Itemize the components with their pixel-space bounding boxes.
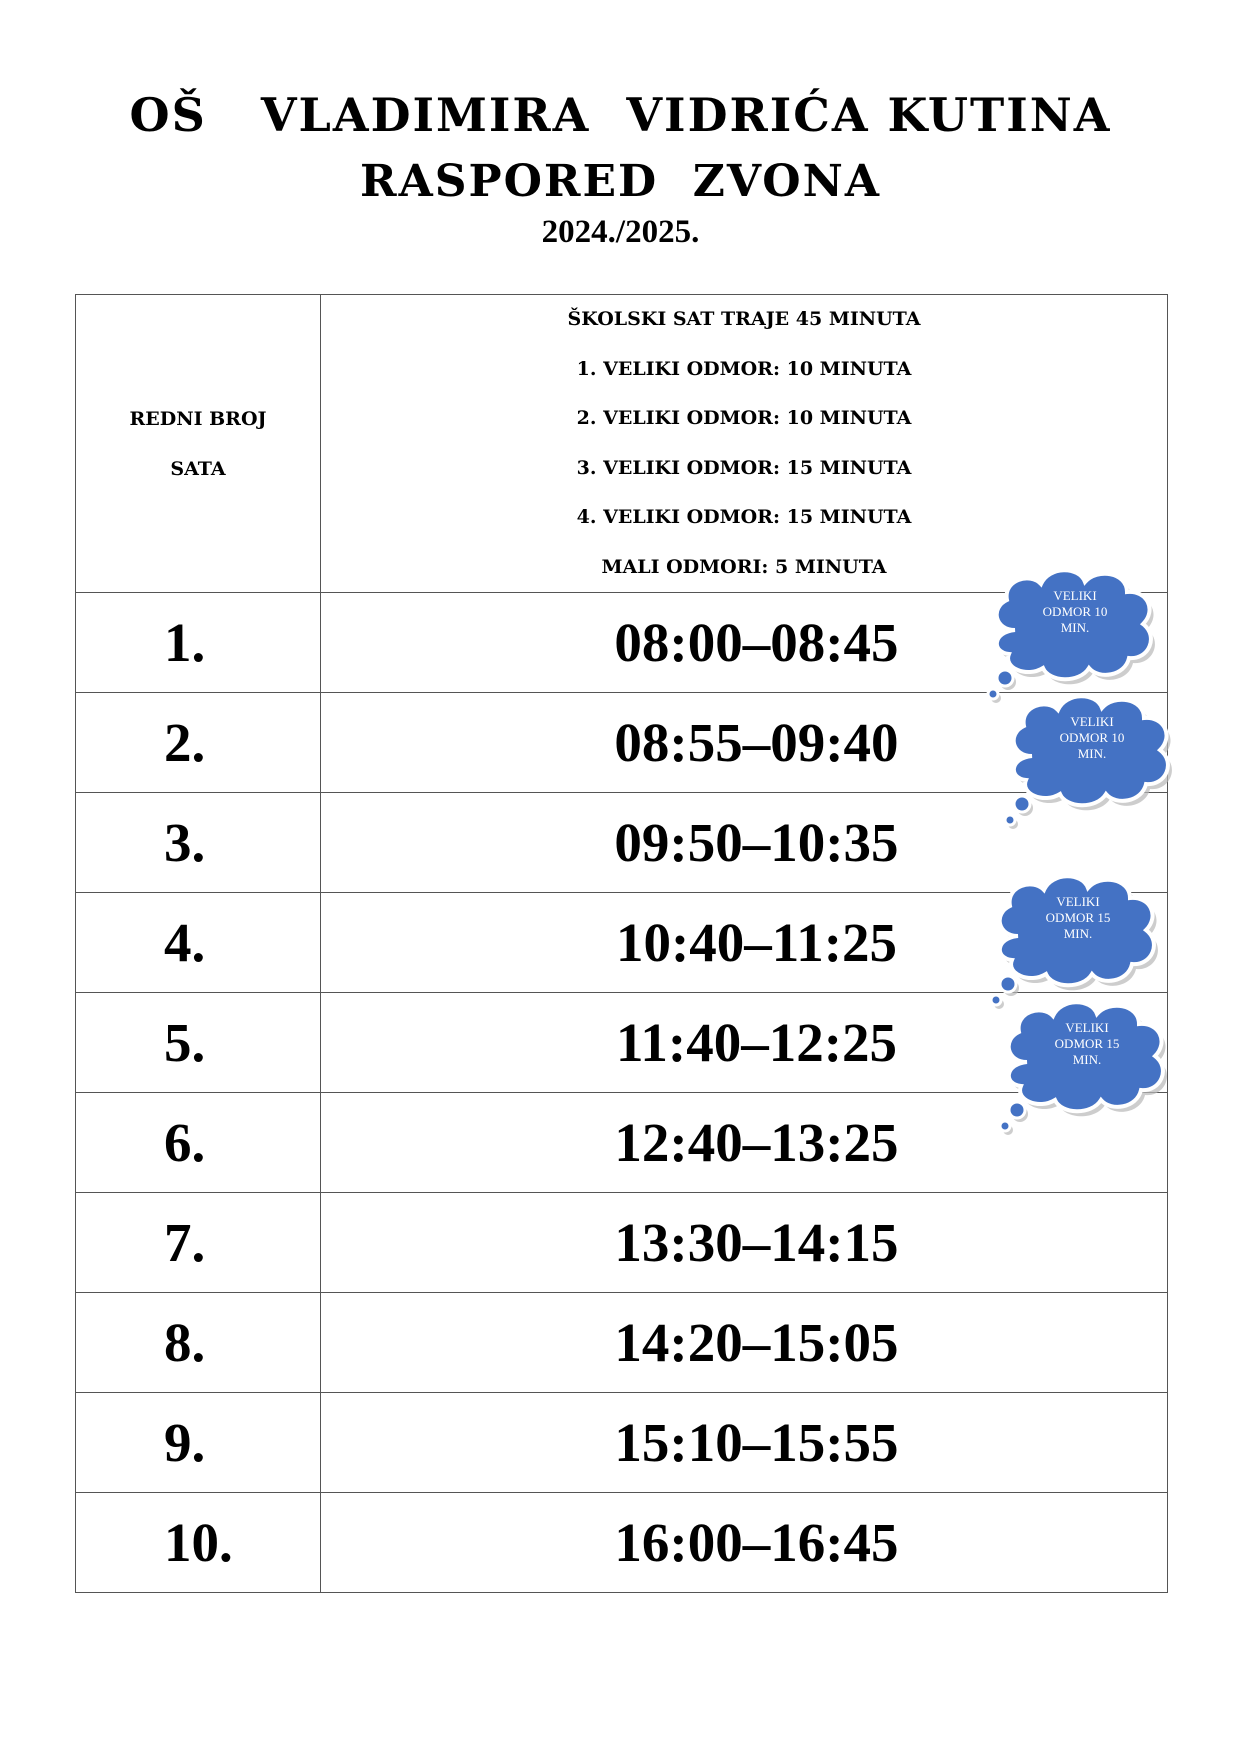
period-number: 8. xyxy=(76,1293,321,1393)
school-year: 2024./2025. xyxy=(541,214,700,250)
header-left-line: REDNI BROJ xyxy=(129,407,267,430)
header-break-1: 1. VELIKI ODMOR: 10 MINUTA xyxy=(576,357,912,380)
period-number: 10. xyxy=(76,1493,321,1593)
table-row xyxy=(76,1293,1168,1393)
period-number: 2. xyxy=(76,693,321,793)
table-header-row xyxy=(76,295,1168,593)
period-time: 14:20–15:05 xyxy=(321,1293,1168,1393)
header-durations xyxy=(321,295,1168,593)
callout-text: VELIKI ODMOR 10 MIN. xyxy=(1059,714,1125,761)
table-row xyxy=(76,1493,1168,1593)
callout-text: VELIKI ODMOR 15 MIN. xyxy=(1045,894,1111,941)
table-row xyxy=(76,1193,1168,1293)
period-number: 9. xyxy=(76,1393,321,1493)
table-row xyxy=(76,1393,1168,1493)
period-time: 10:40–11:25 xyxy=(321,893,1168,993)
period-time: 12:40–13:25 xyxy=(321,1093,1168,1193)
break-callout-cloud xyxy=(987,992,1187,1142)
header-break-3: 3. VELIKI ODMOR: 15 MINUTA xyxy=(576,456,912,479)
period-time: 16:00–16:45 xyxy=(321,1493,1168,1593)
callout-text: VELIKI ODMOR 15 MIN. xyxy=(1054,1020,1120,1067)
break-callout-cloud xyxy=(992,686,1192,836)
period-number: 4. xyxy=(76,893,321,993)
period-number: 5. xyxy=(76,993,321,1093)
period-time: 08:55–09:40 xyxy=(321,693,1168,793)
period-time: 08:00–08:45 xyxy=(321,593,1168,693)
period-number: 6. xyxy=(76,1093,321,1193)
page-title: RASPORED ZVONA xyxy=(360,156,881,207)
header-break-2: 2. VELIKI ODMOR: 10 MINUTA xyxy=(576,407,912,429)
header-period-number xyxy=(76,295,321,593)
period-time: 11:40–12:25 xyxy=(321,993,1168,1093)
period-time: 13:30–14:15 xyxy=(321,1193,1168,1293)
header-left-line: SATA xyxy=(170,457,226,480)
header-short-breaks: MALI ODMORI: 5 MINUTA xyxy=(601,555,887,578)
header-lesson-duration: ŠKOLSKI SAT TRAJE 45 MINUTA xyxy=(567,308,921,330)
period-time: 09:50–10:35 xyxy=(321,793,1168,893)
period-number: 1. xyxy=(76,593,321,693)
period-number: 7. xyxy=(76,1193,321,1293)
period-number: 3. xyxy=(76,793,321,893)
period-time: 15:10–15:55 xyxy=(321,1393,1168,1493)
callout-text: VELIKI ODMOR 10 MIN. xyxy=(1042,588,1108,635)
school-name: OŠ VLADIMIRA VIDRIĆA KUTINA xyxy=(129,88,1112,142)
header-break-4: 4. VELIKI ODMOR: 15 MINUTA xyxy=(576,506,912,528)
